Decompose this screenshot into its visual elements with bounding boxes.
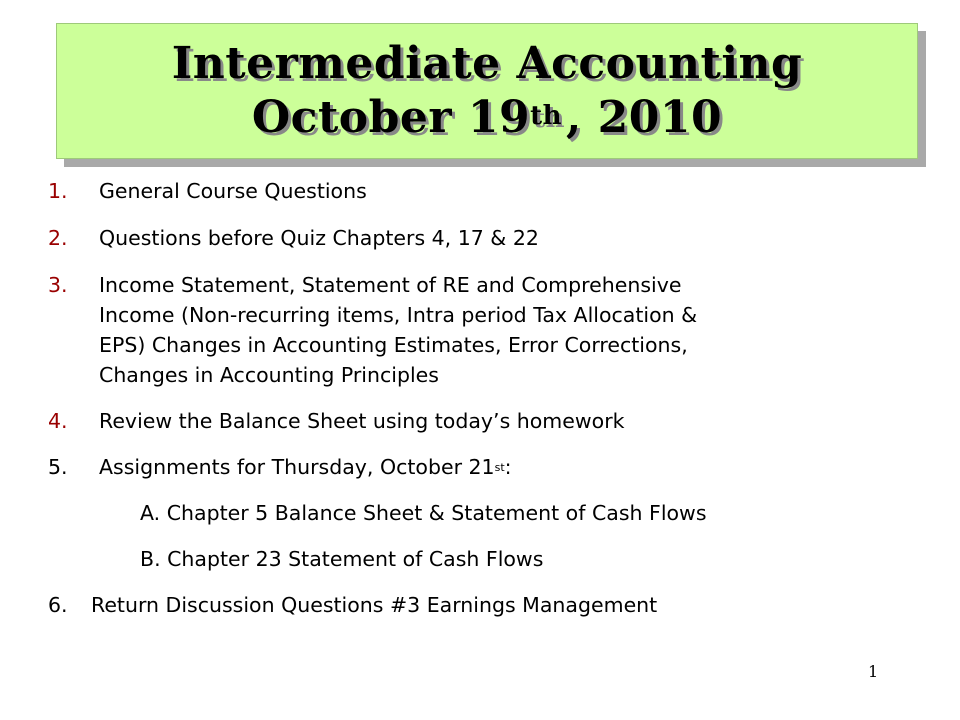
agenda-item-4	[48, 406, 928, 436]
agenda-item-6	[48, 590, 928, 620]
agenda-text-line: Income Statement, Statement of RE and Comprehensive	[99, 273, 682, 297]
title-year: , 2010	[566, 92, 723, 143]
agenda-item-1	[48, 176, 928, 206]
agenda-item-3	[48, 270, 928, 390]
agenda-text: Review the Balance Sheet using today’s homework	[99, 409, 625, 433]
page-number: 1	[868, 662, 879, 681]
agenda-subitem-text: B. Chapter 23 Statement of Cash Flows	[140, 547, 544, 571]
title-line-1: Intermediate Accounting	[171, 38, 803, 89]
agenda-list	[48, 176, 928, 620]
agenda-number: 4.	[48, 409, 68, 433]
agenda-text-end: :	[504, 455, 512, 479]
title-line-2	[252, 91, 722, 145]
agenda-subitem-text: A. Chapter 5 Balance Sheet & Statement of Cash Flows	[140, 501, 707, 525]
title-date-suffix: th	[530, 101, 563, 131]
agenda-text: Questions before Quiz Chapters 4, 17 & 22	[99, 226, 539, 250]
slide-title	[56, 23, 918, 159]
agenda-item-5	[48, 452, 928, 482]
agenda-subitem-a	[48, 498, 928, 528]
agenda-number: 1.	[48, 179, 68, 203]
agenda-number: 5.	[48, 455, 68, 479]
title-date: October 19	[251, 92, 531, 143]
agenda-number: 3.	[48, 273, 68, 297]
agenda-text: Return Discussion Questions #3 Earnings Management	[91, 593, 658, 617]
agenda-number: 2.	[48, 226, 68, 250]
agenda-text-line: Changes in Accounting Principles	[99, 363, 439, 387]
agenda-number: 6.	[48, 593, 68, 617]
agenda-text: General Course Questions	[99, 179, 367, 203]
agenda-subitem-b	[48, 544, 928, 574]
agenda-item-2	[48, 223, 928, 253]
agenda-text-line: Income (Non-recurring items, Intra period Tax Allocation &	[99, 303, 698, 327]
agenda-text-line: EPS) Changes in Accounting Estimates, Error Corrections,	[99, 333, 688, 357]
agenda-text: Assignments for Thursday, October 21	[99, 455, 495, 479]
agenda-date-suffix: st	[494, 461, 505, 474]
